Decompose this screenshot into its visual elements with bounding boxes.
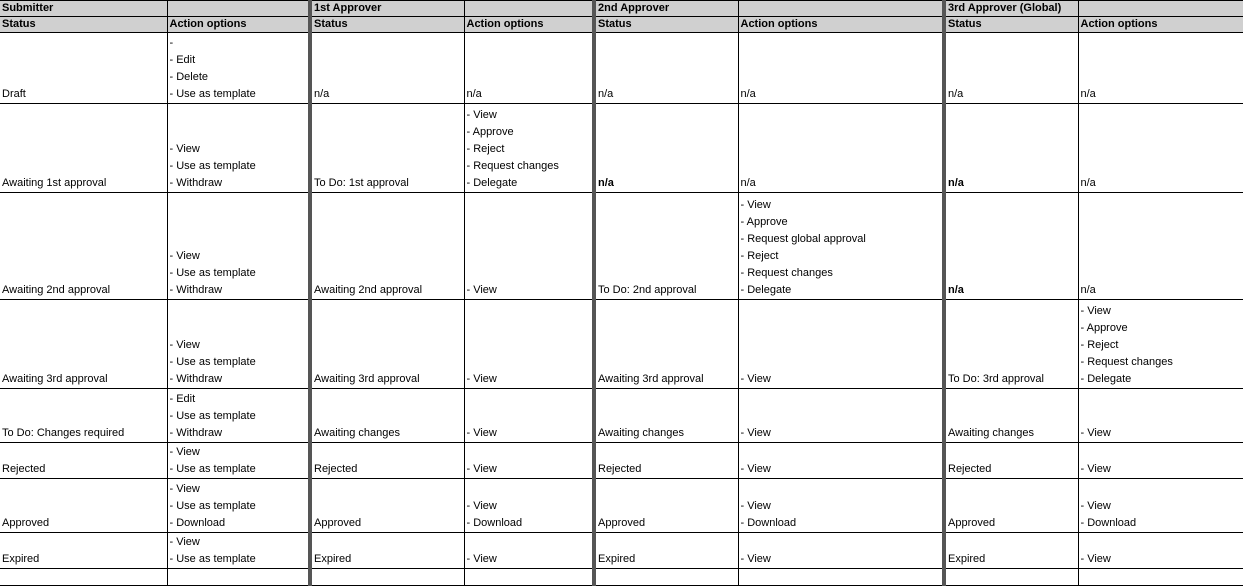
table-row bbox=[0, 193, 1243, 300]
table-row bbox=[0, 300, 1243, 389]
approver2-status-cell[interactable] bbox=[594, 569, 738, 586]
submitter-actions-cell[interactable]: - View - Use as template bbox=[167, 533, 310, 569]
approver2-actions-cell[interactable] bbox=[738, 569, 944, 586]
approver3-status-cell[interactable] bbox=[944, 569, 1078, 586]
column-header-action-options[interactable]: Action options bbox=[738, 17, 944, 33]
submitter-actions-cell[interactable] bbox=[167, 569, 310, 586]
approver1-status-cell[interactable]: To Do: 1st approval bbox=[310, 104, 464, 193]
approver1-actions-cell[interactable]: - View bbox=[464, 300, 594, 389]
approver3-status-cell[interactable]: n/a bbox=[944, 193, 1078, 300]
submitter-status-cell[interactable]: To Do: Changes required bbox=[0, 389, 167, 443]
submitter-status-cell[interactable]: Awaiting 2nd approval bbox=[0, 193, 167, 300]
column-header-action-options[interactable]: Action options bbox=[464, 17, 594, 33]
submitter-status-cell[interactable]: Awaiting 1st approval bbox=[0, 104, 167, 193]
column-header-status[interactable]: Status bbox=[594, 17, 738, 33]
approver1-actions-cell[interactable]: - View - Approve - Reject - Request changes - Delegate bbox=[464, 104, 594, 193]
approver3-actions-cell[interactable]: n/a bbox=[1078, 33, 1243, 104]
approver2-status-cell[interactable]: Awaiting changes bbox=[594, 389, 738, 443]
submitter-actions-cell[interactable]: - View - Use as template - Download bbox=[167, 479, 310, 533]
approver1-actions-cell[interactable]: n/a bbox=[464, 33, 594, 104]
group-header-submitter[interactable]: Submitter bbox=[0, 1, 167, 17]
submitter-actions-cell[interactable]: - View - Use as template - Withdraw bbox=[167, 193, 310, 300]
submitter-actions-cell[interactable]: - View - Use as template bbox=[167, 443, 310, 479]
approver3-status-cell[interactable]: Rejected bbox=[944, 443, 1078, 479]
approver1-actions-cell[interactable]: - View - Download bbox=[464, 479, 594, 533]
submitter-status-cell[interactable]: Approved bbox=[0, 479, 167, 533]
group-header-empty[interactable] bbox=[1078, 1, 1243, 17]
submitter-status-cell[interactable]: Awaiting 3rd approval bbox=[0, 300, 167, 389]
column-header-action-options[interactable]: Action options bbox=[1078, 17, 1243, 33]
column-header-status[interactable]: Status bbox=[310, 17, 464, 33]
approver2-status-cell[interactable]: n/a bbox=[594, 33, 738, 104]
submitter-status-cell[interactable]: Rejected bbox=[0, 443, 167, 479]
approver1-actions-cell[interactable]: - View bbox=[464, 389, 594, 443]
submitter-actions-cell[interactable]: - - Edit - Delete - Use as template bbox=[167, 33, 310, 104]
approver3-status-cell[interactable]: Approved bbox=[944, 479, 1078, 533]
submitter-status-cell[interactable]: Draft bbox=[0, 33, 167, 104]
approver3-actions-cell[interactable]: n/a bbox=[1078, 104, 1243, 193]
approver1-status-cell[interactable]: Rejected bbox=[310, 443, 464, 479]
approver1-status-cell[interactable]: Approved bbox=[310, 479, 464, 533]
submitter-status-cell[interactable] bbox=[0, 569, 167, 586]
approver1-status-cell[interactable]: Expired bbox=[310, 533, 464, 569]
approver3-status-cell[interactable]: Expired bbox=[944, 533, 1078, 569]
submitter-actions-cell[interactable]: - View - Use as template - Withdraw bbox=[167, 300, 310, 389]
table-row bbox=[0, 33, 1243, 104]
approver2-actions-cell[interactable]: - View - Download bbox=[738, 479, 944, 533]
submitter-actions-cell[interactable]: - View - Use as template - Withdraw bbox=[167, 104, 310, 193]
table-row bbox=[0, 104, 1243, 193]
approver1-status-cell[interactable]: n/a bbox=[310, 33, 464, 104]
approver3-actions-cell[interactable]: - View bbox=[1078, 443, 1243, 479]
group-header-empty[interactable] bbox=[167, 1, 310, 17]
column-header-action-options[interactable]: Action options bbox=[167, 17, 310, 33]
approver1-actions-cell[interactable]: - View bbox=[464, 443, 594, 479]
column-header-status[interactable]: Status bbox=[944, 17, 1078, 33]
column-header-row bbox=[0, 17, 1243, 33]
approver2-actions-cell[interactable]: - View bbox=[738, 443, 944, 479]
approver2-actions-cell[interactable]: - View bbox=[738, 389, 944, 443]
approver1-status-cell[interactable] bbox=[310, 569, 464, 586]
group-header-3rd-approver[interactable]: 3rd Approver (Global) bbox=[944, 1, 1078, 17]
approver3-status-cell[interactable]: Awaiting changes bbox=[944, 389, 1078, 443]
approver1-actions-cell[interactable] bbox=[464, 569, 594, 586]
approver3-actions-cell[interactable]: n/a bbox=[1078, 193, 1243, 300]
group-header-2nd-approver[interactable]: 2nd Approver bbox=[594, 1, 738, 17]
approver2-status-cell[interactable]: n/a bbox=[594, 104, 738, 193]
table-row bbox=[0, 533, 1243, 569]
approver3-actions-cell[interactable]: - View bbox=[1078, 533, 1243, 569]
approver3-actions-cell[interactable] bbox=[1078, 569, 1243, 586]
approver2-status-cell[interactable]: Approved bbox=[594, 479, 738, 533]
approver2-status-cell[interactable]: Expired bbox=[594, 533, 738, 569]
table-row bbox=[0, 569, 1243, 586]
approver2-status-cell[interactable]: To Do: 2nd approval bbox=[594, 193, 738, 300]
approver3-status-cell[interactable]: To Do: 3rd approval bbox=[944, 300, 1078, 389]
approver3-actions-cell[interactable]: - View - Download bbox=[1078, 479, 1243, 533]
column-header-status[interactable]: Status bbox=[0, 17, 167, 33]
approver2-actions-cell[interactable]: n/a bbox=[738, 104, 944, 193]
approver2-actions-cell[interactable]: - View bbox=[738, 533, 944, 569]
approver3-actions-cell[interactable]: - View - Approve - Reject - Request changes - Delegate bbox=[1078, 300, 1243, 389]
approver1-status-cell[interactable]: Awaiting 2nd approval bbox=[310, 193, 464, 300]
approver2-actions-cell[interactable]: - View bbox=[738, 300, 944, 389]
approver2-status-cell[interactable]: Rejected bbox=[594, 443, 738, 479]
approver1-actions-cell[interactable]: - View bbox=[464, 193, 594, 300]
approver1-actions-cell[interactable]: - View bbox=[464, 533, 594, 569]
approver3-status-cell[interactable]: n/a bbox=[944, 104, 1078, 193]
table-row bbox=[0, 443, 1243, 479]
table-row bbox=[0, 479, 1243, 533]
group-header-empty[interactable] bbox=[738, 1, 944, 17]
submitter-actions-cell[interactable]: - Edit - Use as template - Withdraw bbox=[167, 389, 310, 443]
approver3-status-cell[interactable]: n/a bbox=[944, 33, 1078, 104]
approver1-status-cell[interactable]: Awaiting 3rd approval bbox=[310, 300, 464, 389]
table-row bbox=[0, 389, 1243, 443]
approver2-actions-cell[interactable]: n/a bbox=[738, 33, 944, 104]
approver1-status-cell[interactable]: Awaiting changes bbox=[310, 389, 464, 443]
group-header-row bbox=[0, 1, 1243, 17]
group-header-1st-approver[interactable]: 1st Approver bbox=[310, 1, 464, 17]
group-header-empty[interactable] bbox=[464, 1, 594, 17]
submitter-status-cell[interactable]: Expired bbox=[0, 533, 167, 569]
approver2-actions-cell[interactable]: - View - Approve - Request global approval - Reject - Request changes - Delegate bbox=[738, 193, 944, 300]
approver2-status-cell[interactable]: Awaiting 3rd approval bbox=[594, 300, 738, 389]
approver3-actions-cell[interactable]: - View bbox=[1078, 389, 1243, 443]
